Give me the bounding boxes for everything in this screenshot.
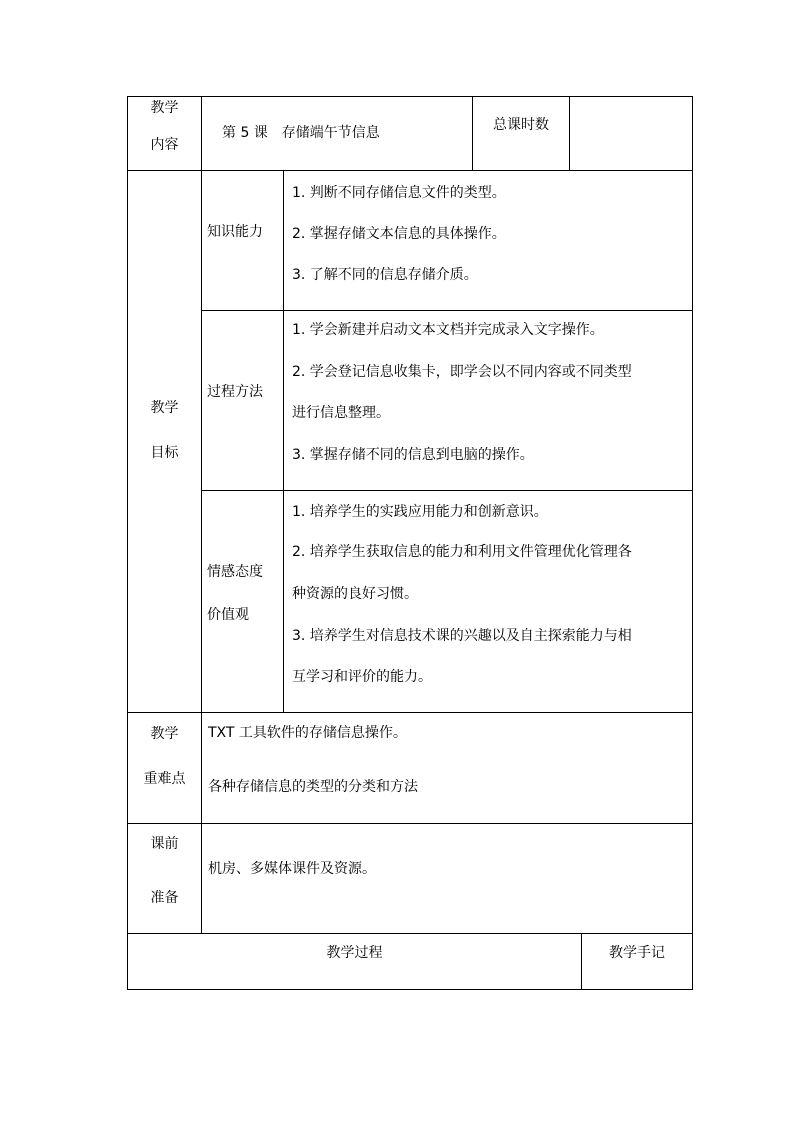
rule [201, 96, 202, 934]
knowledge-item: 2. 掌握存储文本信息的具体操作。 [292, 226, 506, 242]
rule [692, 96, 693, 990]
emotion-item: 互学习和评价的能力。 [292, 669, 432, 685]
teaching-process-label: 教学过程 [326, 945, 383, 961]
emotion-label-line1: 情感态度 [207, 564, 263, 580]
rule [127, 96, 693, 97]
rule [127, 712, 693, 713]
prep-content: 机房、多媒体课件及资源。 [208, 861, 376, 877]
process-item: 进行信息整理。 [292, 405, 390, 421]
knowledge-item: 3. 了解不同的信息存储介质。 [292, 267, 478, 283]
rule [201, 490, 693, 491]
lesson-title: 第 5 课 存储端午节信息 [222, 125, 380, 141]
prep-label-line2: 准备 [150, 890, 179, 906]
objectives-label-line1: 教学 [150, 400, 179, 416]
total-hours-label: 总课时数 [493, 117, 549, 133]
keypoints-label-line2: 重难点 [143, 771, 186, 787]
rule [127, 96, 128, 990]
content-label-line1: 教学 [150, 100, 179, 116]
rule [581, 933, 582, 990]
keypoints-line1: TXT 工具软件的存储信息操作。 [208, 725, 407, 741]
process-label: 过程方法 [207, 384, 263, 400]
keypoints-line2: 各种存储信息的类型的分类和方法 [208, 779, 418, 795]
rule [283, 170, 284, 713]
emotion-item: 1. 培养学生的实践应用能力和创新意识。 [292, 504, 548, 520]
rule [127, 823, 693, 824]
process-item: 1. 学会新建并启动文本文档并完成录入文字操作。 [292, 322, 604, 338]
content-label-2 [128, 138, 201, 152]
content-label-line2: 内容 [150, 137, 179, 153]
keypoints-label-line1: 教学 [150, 726, 179, 742]
rule [201, 310, 693, 311]
rule [127, 170, 693, 171]
process-item: 2. 学会登记信息收集卡，即学会以不同内容或不同类型 [292, 364, 632, 380]
emotion-label-line2: 价值观 [207, 607, 249, 623]
knowledge-item: 1. 判断不同存储信息文件的类型。 [292, 185, 506, 201]
emotion-item: 3. 培养学生对信息技术课的兴趣以及自主探索能力与相 [292, 628, 632, 644]
emotion-item: 种资源的良好习惯。 [292, 586, 418, 602]
prep-label-line1: 课前 [150, 836, 179, 852]
rule [127, 989, 693, 990]
knowledge-label: 知识能力 [207, 224, 263, 240]
process-item: 3. 掌握存储不同的信息到电脑的操作。 [292, 447, 534, 463]
rule [569, 96, 570, 171]
teaching-notes-label: 教学手记 [609, 945, 665, 961]
objectives-label-line2: 目标 [150, 445, 179, 461]
rule [127, 933, 693, 934]
rule [472, 96, 473, 171]
emotion-item: 2. 培养学生获取信息的能力和利用文件管理优化管理各 [292, 544, 632, 560]
content-label [128, 101, 201, 115]
